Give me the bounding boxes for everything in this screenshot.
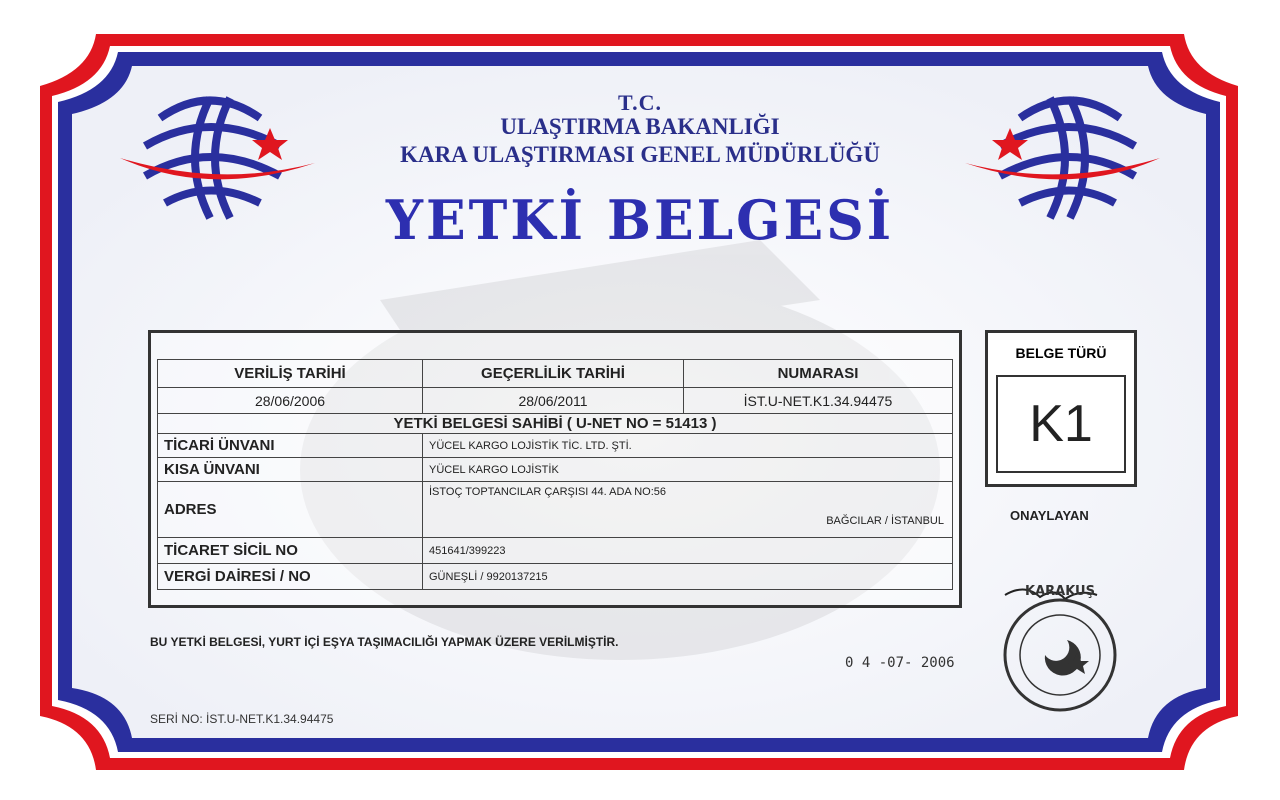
signature-name: KARAKUŞ [1025,585,1095,599]
address-cell [423,482,953,538]
address-line-1: İSTOÇ TOPTANCILAR ÇARŞISI 44. ADA NO:56 [429,486,666,498]
document-type-value: K1 [996,375,1126,473]
header-directorate: KARA ULAŞTIRMASI GENEL MÜDÜRLÜĞÜ [400,142,880,167]
header-number: NUMARASI [684,360,953,388]
document-type-label: BELGE TÜRÜ [1015,345,1107,361]
short-name-value: YÜCEL KARGO LOJİSTİK [423,458,953,482]
address-label: ADRES [158,482,423,538]
header-ministry: ULAŞTIRMA BAKANLIĞI [500,114,780,139]
tax-office-label: VERGİ DAİRESİ / NO [158,564,423,590]
document-type-box [985,330,1137,487]
certificate-details-table [148,330,962,608]
approver-label: ONAYLAYAN [1010,508,1089,523]
header-issue-date: VERİLİŞ TARİHİ [158,360,423,388]
validity-date-value: 28/06/2011 [423,388,684,414]
tax-office-value: GÜNEŞLİ / 9920137215 [423,564,953,590]
issue-date-value: 28/06/2006 [158,388,423,414]
trade-name-label: TİCARİ ÜNVANI [158,434,423,458]
header-validity-date: GEÇERLİLİK TARİHİ [423,360,684,388]
trade-registry-value: 451641/399223 [423,538,953,564]
trade-name-value: YÜCEL KARGO LOJİSTİK TİC. LTD. ŞTİ. [423,434,953,458]
trade-registry-label: TİCARET SİCİL NO [158,538,423,564]
header-tc: T.C. [618,90,662,115]
address-line-2: BAĞCILAR / İSTANBUL [826,515,944,527]
number-value: İST.U-NET.K1.34.94475 [684,388,953,414]
document-title: YETKİ BELGESİ [385,188,895,253]
date-stamp: 0 4 -07- 2006 [845,655,955,671]
official-seal [985,585,1135,715]
serial-number: SERİ NO: İST.U-NET.K1.34.94475 [150,712,334,726]
issued-statement: BU YETKİ BELGESİ, YURT İÇİ EŞYA TAŞIMACILIĞI YAPMAK ÜZERE VERİLMİŞTİR. [150,635,619,649]
holder-title: YETKİ BELGESİ SAHİBİ ( U-NET NO = 51413 ) [158,414,953,434]
short-name-label: KISA ÜNVANI [158,458,423,482]
